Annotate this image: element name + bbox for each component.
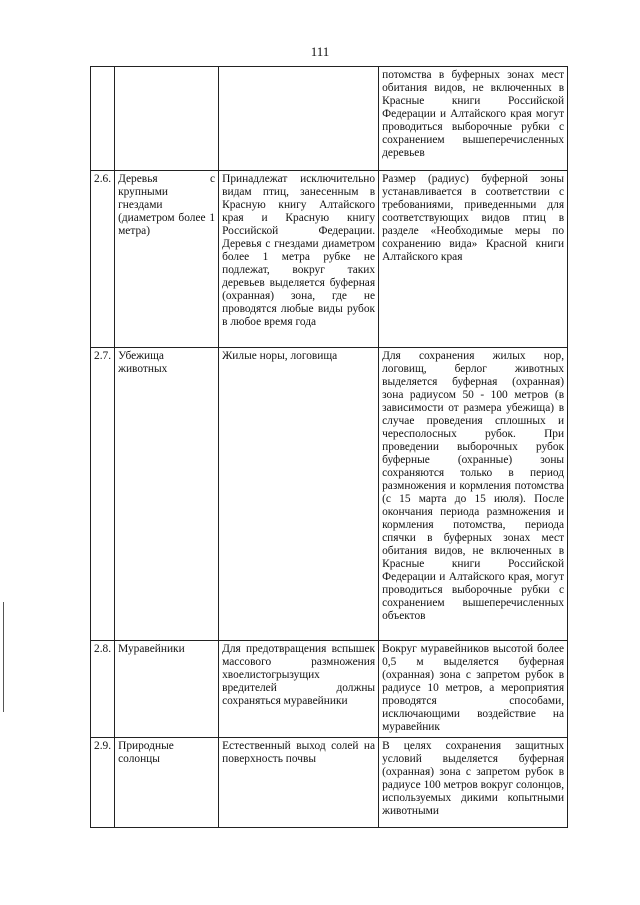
protection-measures: потомства в буферных зонах мест обитания видов, не включенных в Красные книги Российской Федерации и Алтайского края могут проводиться выборочные рубки с сохранением вышеперечисленных деревьев <box>379 67 568 171</box>
measures-table <box>90 66 568 828</box>
object-name: Деревья с крупными гнездами (диаметром более 1 метра) <box>115 171 219 348</box>
row-number <box>91 67 115 171</box>
page-number: 111 <box>310 44 330 59</box>
object-description: Естественный выход солей на поверхность почвы <box>219 738 379 828</box>
object-description: Принадлежат исключительно видам птиц, занесенным в Красную книгу Алтайского края и Красную книгу Российской Федерации. Деревья с гнездами диаметром более 1 метра рубке не подлежат, вокруг таких деревьев выделяется буферная (охранная) зона, где не проводятся любые виды рубок в любое время года <box>219 171 379 348</box>
table-row <box>91 348 568 641</box>
object-description: Для предотвращения вспышек массового размножения хвоелистогрызущих вредителей должны сохраняться муравейники <box>219 641 379 738</box>
table-row <box>91 738 568 828</box>
protection-measures: Для сохранения жилых нор, логовищ, берлог животных выделяется буферная (охранная) зона радиусом 50 - 100 метров (в зависимости от размера убежища) в случае проведения сплошных и чересполосных рубок. При проведении выборочных рубок буферные (охранные) зоны сохраняются только в период размножения и кормления потомства (с 15 марта до 15 июля). После окончания периода размножения и кормления потомства, периода спячки в буферных зонах мест обитания видов, не включенных в Красные книги Российской Федерации и Алтайского края, могут проводиться выборочные рубки с сохранением вышеперечисленных объектов <box>379 348 568 641</box>
protection-measures: Вокруг муравейников высотой более 0,5 м выделяется буферная (охранная) зона с запретом рубок в радиусе 10 метров, а мероприятия проводятся способами, исключающими воздействие на муравейник <box>379 641 568 738</box>
object-name <box>115 67 219 171</box>
row-number: 2.8. <box>91 641 115 738</box>
protection-measures: В целях сохранения защитных условий выделяется буферная (охранная) зона с запретом рубок в радиусе 100 метров вокруг солонцов, используемых дикими копытными животными <box>379 738 568 828</box>
scan-edge-line <box>3 602 4 712</box>
row-number: 2.6. <box>91 171 115 348</box>
protection-measures: Размер (радиус) буферной зоны устанавливается в соответствии с требованиями, приведенными для соответствующих видов птиц в разделе «Необходимые меры по сохранению вида» Красной книги Алтайского края <box>379 171 568 348</box>
table-row <box>91 67 568 171</box>
object-name: Природные солонцы <box>115 738 219 828</box>
object-name: Убежища животных <box>115 348 219 641</box>
table-row <box>91 641 568 738</box>
table-row <box>91 171 568 348</box>
row-number: 2.9. <box>91 738 115 828</box>
object-description: Жилые норы, логовища <box>219 348 379 641</box>
object-description <box>219 67 379 171</box>
object-name: Муравейники <box>115 641 219 738</box>
row-number: 2.7. <box>91 348 115 641</box>
